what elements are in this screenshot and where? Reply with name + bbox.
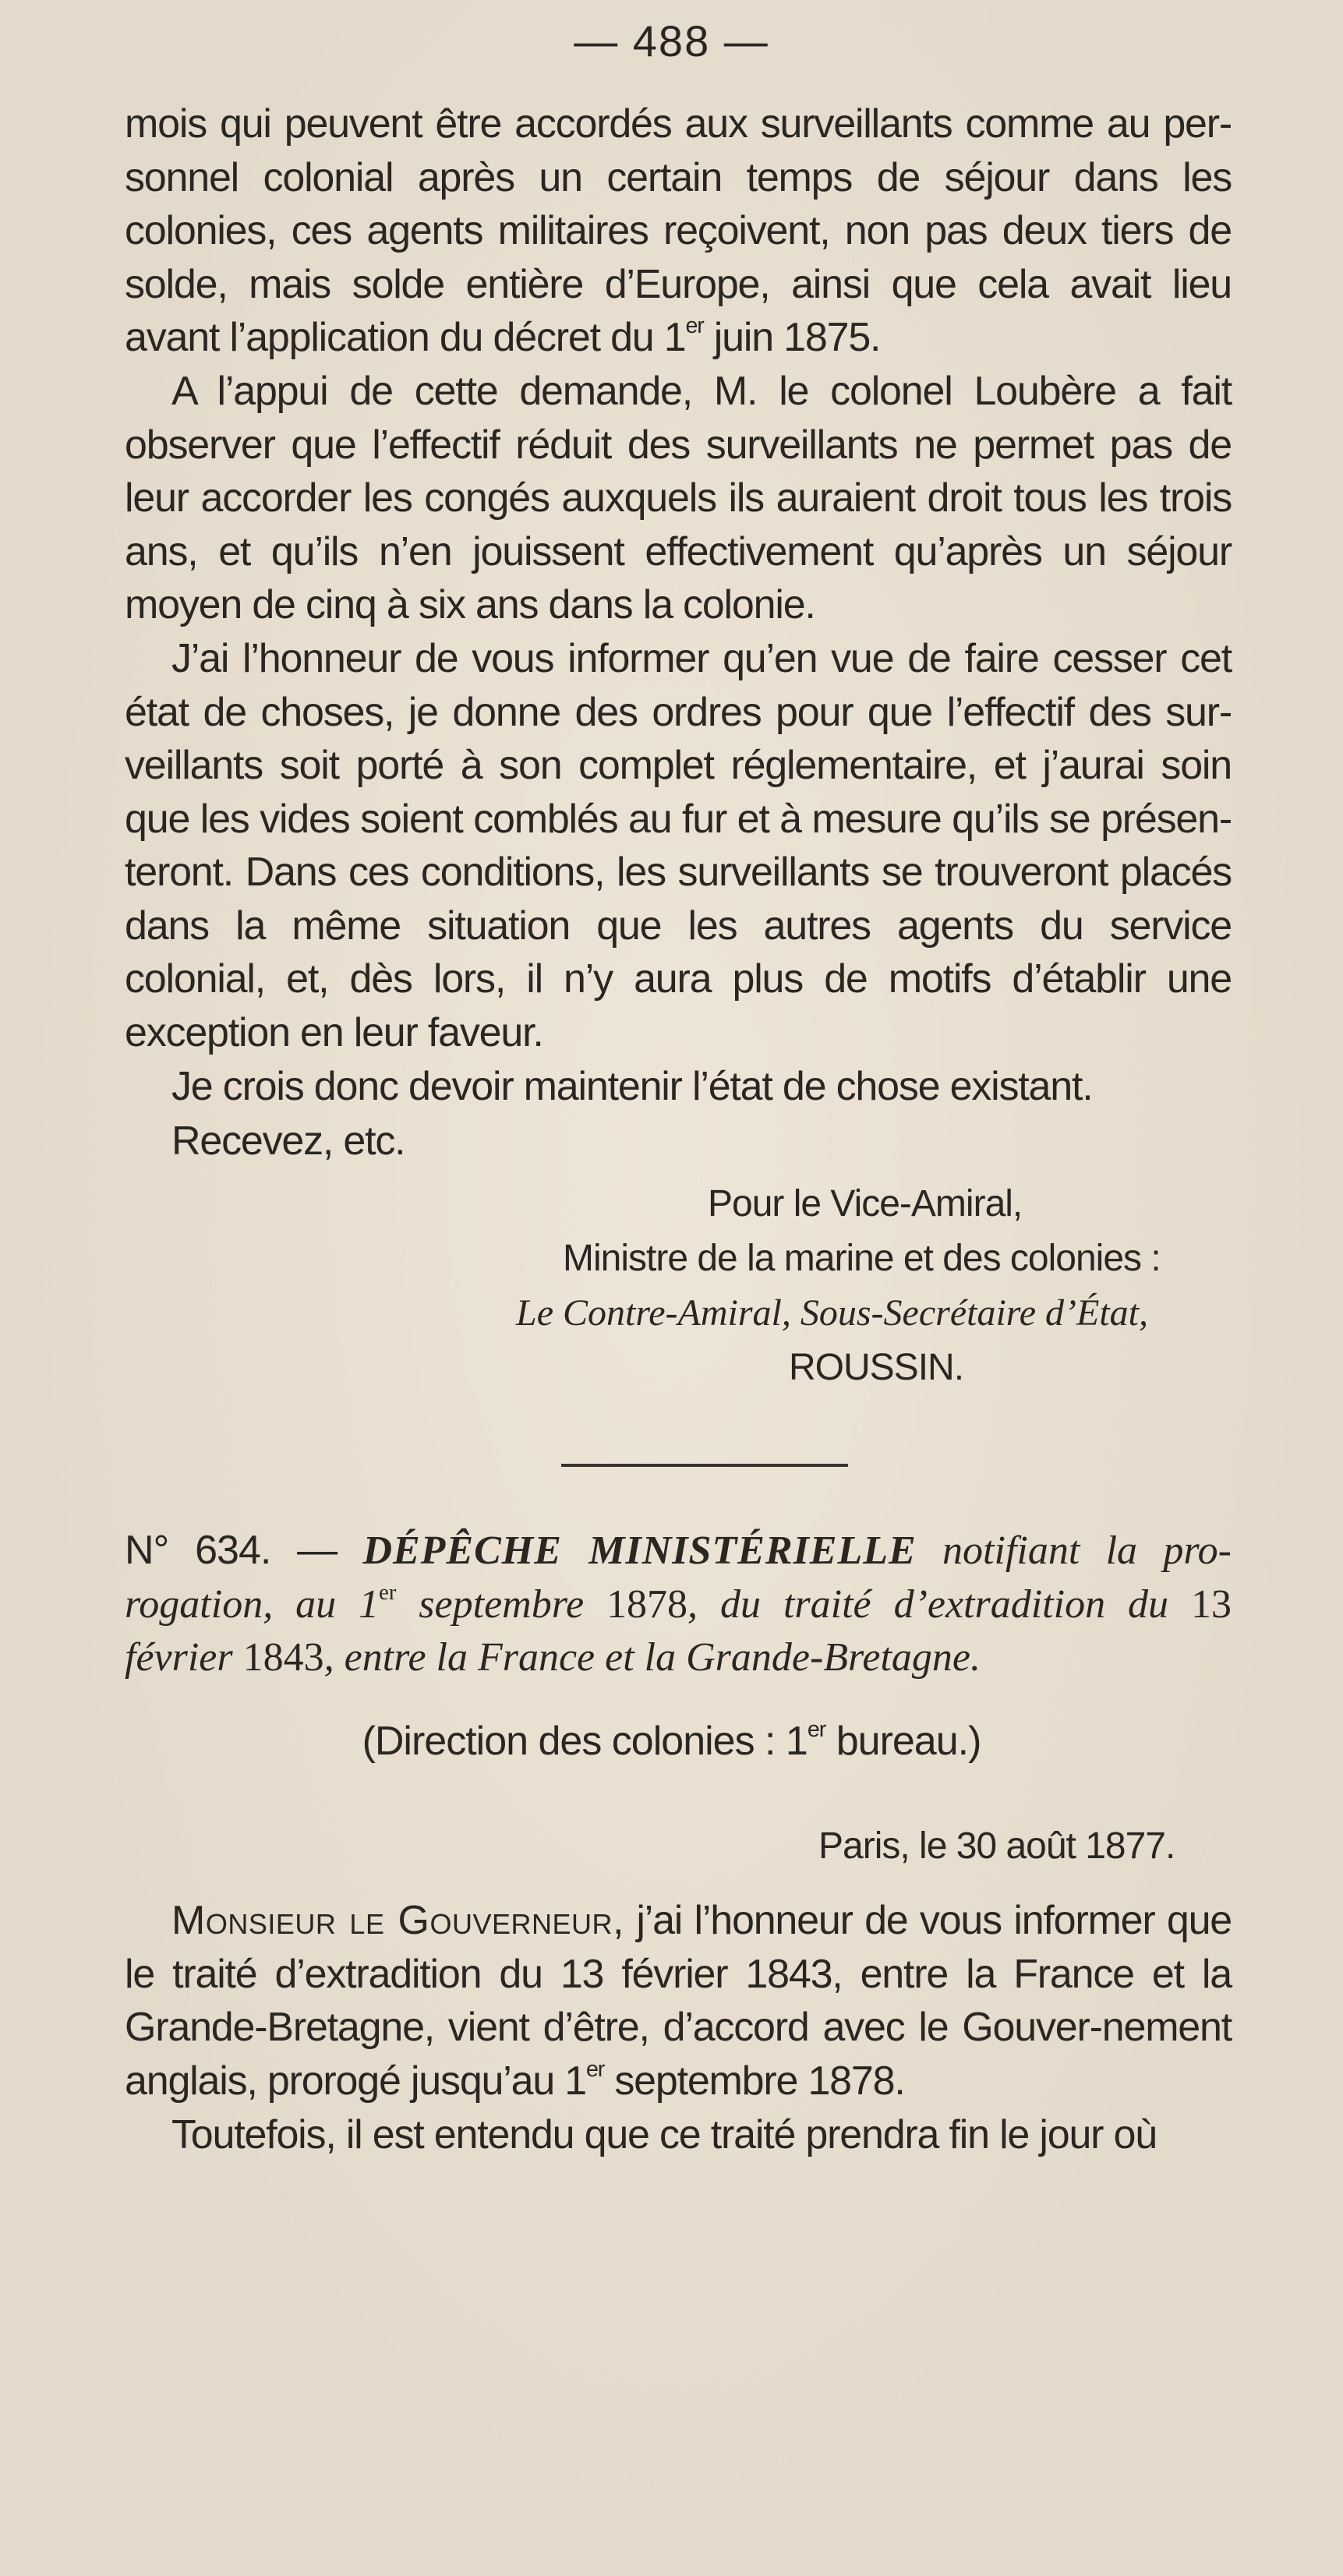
dispatch-number: N° 634. — bbox=[125, 1528, 338, 1573]
dispatch-subject-year: 1878 bbox=[606, 1581, 688, 1627]
dispatch-subject-part-1: notifiant la pro-rogation, au 1 bbox=[125, 1528, 1232, 1627]
dispatch-subject-day: 13 bbox=[1191, 1581, 1232, 1627]
page-number: — 488 — bbox=[574, 16, 769, 65]
dispatch-direction bbox=[0, 1715, 1343, 1768]
paragraph-2-text: A l’appui de cette demande, M. le colonel Loubère a fait observer que l’effectif réduit des surveillants ne permet pas de leur accorder les congés auxquels ils auraient droit tous les trois ans, et qu’ils n’en jouissent effectivement qu’après un séjour moyen de cinq à six ans dans la colonie. bbox=[125, 369, 1232, 627]
superscript-er: er bbox=[685, 313, 704, 339]
paragraph-5 bbox=[125, 1115, 1232, 1168]
letter-salutation: Monsieur le Gouverneur, bbox=[171, 1898, 624, 1943]
paragraph-1 bbox=[125, 97, 1232, 365]
paragraph-4-text: Je crois donc devoir maintenir l’état de chose existant. bbox=[171, 1064, 1093, 1109]
paragraph-5-text: Recevez, etc. bbox=[171, 1118, 405, 1164]
dispatch-title bbox=[125, 1524, 1232, 1685]
dispatch-subject-part-2: septembre bbox=[396, 1581, 607, 1627]
section-divider bbox=[561, 1464, 848, 1467]
signature-line-4: ROUSSIN. bbox=[789, 1347, 964, 1388]
dispatch-subject-part-3: , du traité d’extradition du bbox=[687, 1581, 1191, 1627]
direction-text: (Direction des colonies : 1 bbox=[362, 1719, 808, 1764]
letter-paragraph-2 bbox=[125, 2108, 1232, 2162]
paragraph-3-text: J’ai l’honneur de vous informer qu’en vue de faire cesser cet état de choses, je donne des ordres pour que l’effectif des sur-veillants soit porté à son complet réglementaire, et j’aurai soin que les vides soient comblés au fur et à mesure qu’ils se présen-teront. Dans ces conditions, les surveillants se trouveront placés dans la même situation que les autres agents du service colonial, et, dès lors, il n’y aura plus de motifs d’établir une exception en leur faveur. bbox=[125, 636, 1232, 1055]
letter-body: j’ai l’honneur de vous informer que le traité d’extradition du 13 février 1843, entre la France et la Grande-Bretagne, vient d’être, d’accord avec le Gouver-nement anglais, prorogé jusqu’au 1 bbox=[125, 1898, 1232, 2104]
letter-paragraph-1 bbox=[125, 1894, 1232, 2108]
signature-line-1: Pour le Vice-Amiral, bbox=[708, 1183, 1023, 1224]
dispatch-heading: DÉPÊCHE MINISTÉRIELLE bbox=[362, 1528, 917, 1573]
dispatch-subject-year-2: 1843 bbox=[242, 1635, 324, 1680]
paragraph-1-text: mois qui peuvent être accordés aux surveillants comme au per-sonnel colonial après un certain temps de séjour dans les colonies, ces agents militaires reçoivent, non pas deux tiers de solde, mais solde entière d’Europe, ainsi que cela avait lieu avant l’application du décret du 1 bbox=[125, 101, 1232, 360]
direction-text-end: bureau.) bbox=[825, 1719, 981, 1764]
paragraph-1-end: juin 1875. bbox=[703, 315, 881, 360]
dispatch-subject-sup: er bbox=[379, 1580, 397, 1605]
paragraph-4 bbox=[125, 1060, 1232, 1114]
paragraph-3 bbox=[125, 632, 1232, 1059]
letter-body-sup: er bbox=[586, 2056, 605, 2082]
signature-line-3: Le Contre-Amiral, Sous-Secrétaire d’État, bbox=[516, 1292, 1148, 1334]
letter-last-line: Toutefois, il est entendu que ce traité prendra fin le jour où bbox=[171, 2112, 1157, 2157]
direction-sup: er bbox=[807, 1717, 826, 1743]
dispatch-subject-part-5: , entre la France et la Grande-Bretagne. bbox=[323, 1635, 981, 1680]
signature-line-2: Ministre de la marine et des colonies : bbox=[563, 1238, 1161, 1279]
paragraph-2 bbox=[125, 365, 1232, 632]
letter-body-end: septembre 1878. bbox=[604, 2058, 905, 2104]
dispatch-subject-part-4: février bbox=[125, 1635, 243, 1680]
dispatch-date: Paris, le 30 août 1877. bbox=[818, 1825, 1175, 1867]
